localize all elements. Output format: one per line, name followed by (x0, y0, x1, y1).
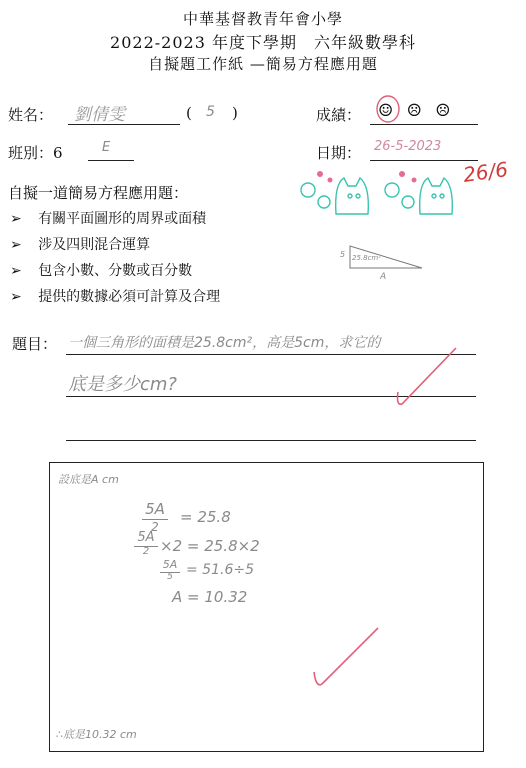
instructions-list (10, 208, 310, 312)
grade-label: 成績： (316, 106, 362, 124)
question-text-1: 一個三角形的面積是25.8cm²，高是5cm，求它的 (68, 335, 381, 351)
class-number-close: ) (232, 104, 238, 122)
step3-rhs: = 51.6÷5 (186, 562, 254, 578)
bullet-arrow-icon: ➢ (10, 263, 22, 279)
date-label: 日期： (316, 144, 362, 162)
step1-denominator: 2 (151, 520, 159, 534)
class-label: 班別：6 (8, 144, 63, 162)
instruction-item: ➢ 提供的數據必須可計算及合理 (10, 289, 221, 305)
name-field (68, 100, 180, 125)
sketch-area-label: 25.8cm² (352, 254, 382, 262)
grade-circle-mark (374, 92, 404, 128)
working-checkmark (310, 618, 382, 690)
assumption-text: 設底是A cm (58, 473, 119, 486)
step4-answer: A = 10.32 (172, 588, 248, 606)
question-text-2: 底是多少cm? (68, 374, 177, 395)
step2-denominator: 2 (142, 546, 150, 557)
date-field (370, 138, 478, 161)
worksheet-subtitle: 自擬題工作紙 —簡易方程應用題 (148, 55, 378, 73)
sketch-base-label: A (380, 272, 387, 282)
term-title: 2022-2023 年度下學期 六年級數學科 (110, 33, 416, 52)
step3-denominator: 5 (167, 572, 173, 582)
instruction-item: ➢ 包含小數、分數或百分數 (10, 263, 193, 279)
sketch-height-label: 5 (340, 250, 346, 259)
bullet-arrow-icon: ➢ (10, 289, 22, 305)
step1-numerator: 5A (145, 500, 165, 518)
name-value: 劉倩雯 (74, 105, 125, 125)
step2-numerator: 5A (137, 530, 155, 545)
date-value: 26-5-2023 (374, 139, 442, 154)
class-number-value: 5 (206, 104, 215, 120)
question-checkmark (392, 340, 462, 410)
question-label: 題目： (12, 335, 58, 353)
grade-faces-icon: ☺ ☹ ☹ (378, 101, 455, 121)
score-mark: 26/6 (461, 156, 510, 188)
step1-rhs: = 25.8 (180, 508, 231, 526)
name-label: 姓名： (8, 106, 54, 124)
step3-numerator: 5A (162, 558, 178, 571)
school-name: 中華基督教青年會小學 (182, 10, 343, 28)
instruction-item: ➢ 涉及四則混合運算 (10, 237, 151, 253)
class-field (88, 138, 134, 161)
sticker-illustration (296, 164, 466, 220)
bullet-arrow-icon: ➢ (10, 237, 22, 253)
class-value: E (102, 140, 111, 155)
class-number-open: ( (186, 104, 192, 122)
instruction-item: ➢ 有關平面圖形的周界或面積 (10, 211, 207, 227)
working-box (49, 462, 484, 752)
bullet-arrow-icon: ➢ (10, 211, 22, 227)
step2-text: ×2 = 25.8×2 (160, 537, 260, 555)
instructions-intro: 自擬一道簡易方程應用題： (8, 184, 189, 202)
question-line-3 (66, 416, 476, 441)
conclusion-text: ∴底是10.32 cm (56, 728, 137, 741)
